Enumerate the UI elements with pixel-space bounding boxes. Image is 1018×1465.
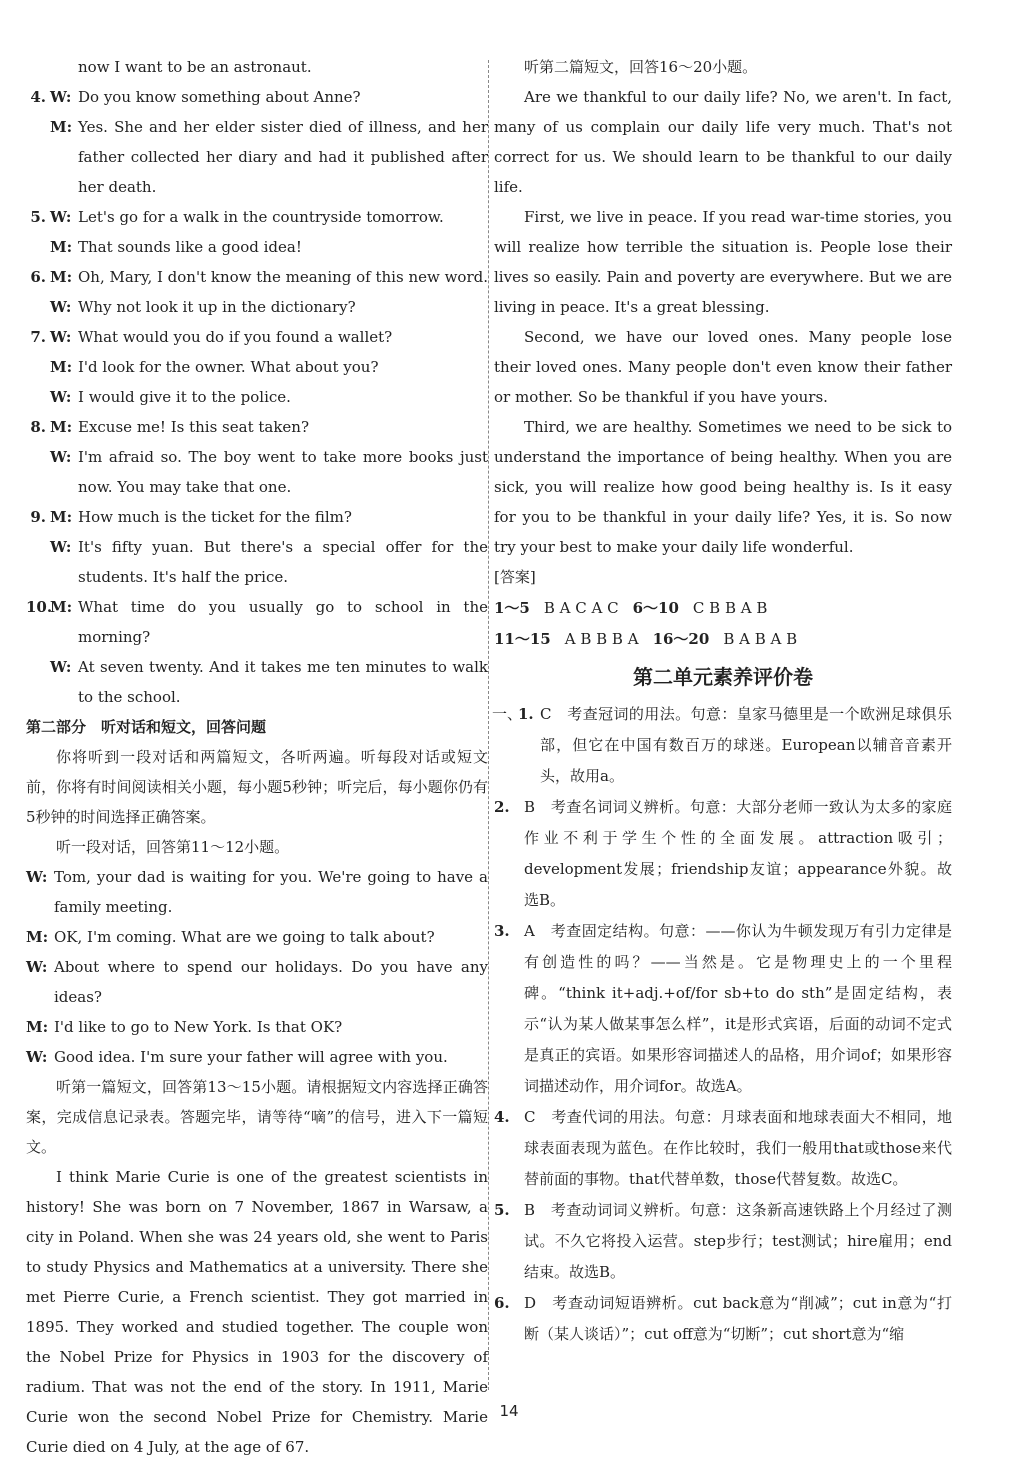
answer-range: 6～10 bbox=[632, 599, 679, 617]
conversation-text: About where to spend our holidays. Do you have any ideas? bbox=[54, 958, 488, 1006]
speaker-label: W: bbox=[26, 1048, 48, 1066]
dialogue-number: 8. bbox=[30, 418, 46, 436]
question-list bbox=[494, 699, 952, 1350]
dialogue-line bbox=[26, 442, 488, 502]
dialogue-line bbox=[26, 412, 488, 442]
question-item bbox=[494, 1195, 952, 1288]
dialogue-text: What would you do if you found a wallet? bbox=[78, 328, 393, 346]
dialogue-line bbox=[26, 592, 488, 652]
question-number: 2. bbox=[494, 798, 510, 816]
question-item bbox=[494, 699, 952, 792]
dialogue-line bbox=[26, 262, 488, 292]
question-number: 6. bbox=[494, 1294, 510, 1312]
speaker-label: M: bbox=[50, 508, 73, 526]
answer-letters: B A B A B bbox=[723, 630, 798, 648]
conversation-line bbox=[26, 862, 488, 922]
question-explanation: A 考查固定结构。句意：——你认为牛顿发现万有引力定律是有创造性的吗？——当然是。它是物理史上的一个里程碑。“think it+adj.+of/for sb+to do sth”是固定结构，表示“认为某人做某事怎么样”，it是形式宾语，后面的动词不定式是真正的宾语。如果形容词描述人的品格，用介词of；如果形容词描述动作，用介词for。故选A。 bbox=[524, 922, 952, 1095]
dialogue-line bbox=[26, 292, 488, 322]
dialogue-text: I would give it to the police. bbox=[78, 388, 291, 406]
conversation-line bbox=[26, 1012, 488, 1042]
answer-letters: A B B B A bbox=[564, 630, 639, 648]
dialogue-text: That sounds like a good idea! bbox=[78, 238, 302, 256]
dialogue-text: I'm afraid so. The boy went to take more books just now. You may take that one. bbox=[78, 448, 488, 496]
speaker-label: M: bbox=[50, 118, 73, 136]
dialogue-text: Let's go for a walk in the countryside tomorrow. bbox=[78, 208, 444, 226]
answer-range: 1～5 bbox=[494, 599, 530, 617]
speaker-label: W: bbox=[50, 328, 72, 346]
dialogue-line bbox=[26, 502, 488, 532]
dialogue-line bbox=[26, 352, 488, 382]
question-item bbox=[494, 916, 952, 1102]
conversation-text: Good idea. I'm sure your father will agree with you. bbox=[54, 1048, 448, 1066]
passage2-paragraph: Are we thankful to our daily life? No, we aren't. In fact, many of us complain our daily life very much. That's not correct for us. We should learn to be thankful to our daily life. bbox=[494, 88, 952, 196]
answer-key bbox=[494, 593, 952, 655]
passage2-paragraph: Third, we are healthy. Sometimes we need to be sick to understand the importance of being healthy. When you are sick, you will realize how good being healthy is. Is it easy for you to be thankful in your daily life? Yes, it is. So now try your best to make your daily life wonderful. bbox=[494, 418, 952, 556]
dialogue-line bbox=[26, 382, 488, 412]
question-number: 3. bbox=[494, 922, 510, 940]
speaker-label: W: bbox=[50, 388, 72, 406]
dialogue-list bbox=[26, 82, 488, 712]
passage1-prompt: 听第一篇短文，回答第13～15小题。请根据短文内容选择正确答案，完成信息记录表。答题完毕，请等待“嘀”的信号，进入下一篇短文。 bbox=[26, 1078, 488, 1156]
speaker-label: M: bbox=[50, 598, 73, 616]
speaker-label: M: bbox=[26, 1018, 49, 1036]
conversation-text: Tom, your dad is waiting for you. We're going to have a family meeting. bbox=[54, 868, 488, 916]
question-item bbox=[494, 1288, 952, 1350]
dialogue-text: Do you know something about Anne? bbox=[78, 88, 361, 106]
dialogue-line bbox=[26, 322, 488, 352]
dialogue-number: 5. bbox=[30, 208, 46, 226]
part2-intro: 你将听到一段对话和两篇短文，各听两遍。听每段对话或短文前，你将有时间阅读相关小题，每小题5秒钟；听完后，每小题你仍有5秒钟的时间选择正确答案。 bbox=[26, 748, 488, 826]
passage1-text: I think Marie Curie is one of the greatest scientists in history! She was born on 7 November, 1867 in Warsaw, a city in Poland. When she was 24 years old, she went to Paris to study Physics and Mathematics at a university. There she met Pierre Curie, a French scientist. They got married in 1895. They worked and studied together. The couple won the Nobel Prize for Physics in 1903 for the discovery of radium. That was not the end of the story. In 1911, Marie Curie won the second Nobel Prize for Chemistry. Marie Curie died on 4 July, at the age of 67. bbox=[26, 1168, 488, 1456]
dialogue-number: 4. bbox=[30, 88, 46, 106]
dialogue-line bbox=[26, 112, 488, 202]
dialogue-text: Excuse me! Is this seat taken? bbox=[78, 418, 310, 436]
answer-letters: C B B A B bbox=[692, 599, 768, 617]
left-column bbox=[26, 52, 488, 1462]
speaker-label: W: bbox=[26, 958, 48, 976]
conversation bbox=[26, 862, 488, 1072]
speaker-label: W: bbox=[50, 538, 72, 556]
speaker-label: W: bbox=[26, 868, 48, 886]
question-explanation: D 考查动词短语辨析。cut back意为“削减”；cut in意为“打断（某人谈话）”；cut off意为“切断”；cut short意为“缩 bbox=[524, 1294, 952, 1343]
dialogue-text: It's fifty yuan. But there's a special offer for the students. It's half the price. bbox=[78, 538, 488, 586]
question-item bbox=[494, 792, 952, 916]
question-explanation: B 考查动词词义辨析。句意：这条新高速铁路上个月经过了测试。不久它将投入运营。step步行；test测试；hire雇用；end结束。故选B。 bbox=[524, 1201, 952, 1281]
dialogue-line bbox=[26, 532, 488, 592]
conversation-line bbox=[26, 952, 488, 1012]
dialogue-text: Oh, Mary, I don't know the meaning of this new word. bbox=[78, 268, 489, 286]
dialogue-text: How much is the ticket for the film? bbox=[78, 508, 352, 526]
dialogue-number: 10. bbox=[26, 598, 53, 616]
speaker-label: M: bbox=[50, 358, 73, 376]
speaker-label: W: bbox=[50, 298, 72, 316]
passage2-paragraph: Second, we have our loved ones. Many people lose their loved ones. Many people don't even know their father or mother. So be thankful if you have yours. bbox=[494, 328, 952, 406]
dialogue-number: 9. bbox=[30, 508, 46, 526]
dialogue-number: 6. bbox=[30, 268, 46, 286]
speaker-label: W: bbox=[50, 448, 72, 466]
speaker-label: W: bbox=[50, 88, 72, 106]
right-column bbox=[494, 52, 952, 1350]
question-number: 1. bbox=[518, 705, 534, 723]
conversation-text: OK, I'm coming. What are we going to talk about? bbox=[54, 928, 435, 946]
speaker-label: M: bbox=[50, 268, 73, 286]
dialogue-line bbox=[26, 652, 488, 712]
dialogue-number: 7. bbox=[30, 328, 46, 346]
question-item bbox=[494, 1102, 952, 1195]
dialogue-text: now I want to be an astronaut. bbox=[78, 58, 312, 76]
column-divider bbox=[488, 60, 489, 1390]
dialogue-line bbox=[26, 232, 488, 262]
conversation-line bbox=[26, 922, 488, 952]
speaker-label: M: bbox=[50, 238, 73, 256]
dialogue-text: Why not look it up in the dictionary? bbox=[78, 298, 356, 316]
question-explanation: C 考查代词的用法。句意：月球表面和地球表面大不相同，地球表面表现为蓝色。在作比较时，我们一般用that或those来代替前面的事物。that代替单数，those代替复数。故选C。 bbox=[524, 1108, 952, 1188]
answer-label: [答案] bbox=[494, 568, 536, 586]
page-number: 14 bbox=[499, 1402, 519, 1420]
answer-letters: B A C A C bbox=[543, 599, 619, 617]
dialogue-text: At seven twenty. And it takes me ten minutes to walk to the school. bbox=[78, 658, 488, 706]
dialogue-text: What time do you usually go to school in the morning? bbox=[78, 598, 488, 646]
dialogue-text: Yes. She and her elder sister died of illness, and her father collected her diary and had it published after her death. bbox=[78, 118, 488, 196]
conversation-text: I'd like to go to New York. Is that OK? bbox=[54, 1018, 343, 1036]
speaker-label: W: bbox=[50, 658, 72, 676]
speaker-label: M: bbox=[50, 418, 73, 436]
dialogue-line bbox=[26, 82, 488, 112]
part2-heading: 第二部分 听对话和短文，回答问题 bbox=[26, 718, 267, 736]
dialogue-3-continuation bbox=[26, 52, 488, 82]
dialogue-prompt: 听一段对话，回答第11～12小题。 bbox=[56, 838, 290, 856]
dialogue-text: I'd look for the owner. What about you? bbox=[78, 358, 379, 376]
answer-row bbox=[494, 593, 952, 624]
answer-range: 16～20 bbox=[652, 630, 710, 648]
unit-title: 第二单元素养评价卷 bbox=[633, 665, 813, 689]
passage2-text bbox=[494, 82, 952, 562]
dialogue-line bbox=[26, 202, 488, 232]
passage2-paragraph: First, we live in peace. If you read war-time stories, you will realize how terrible the situation is. People lose their lives so easily. Pain and poverty are everywhere. But we are living in peace. It's a great blessing. bbox=[494, 208, 952, 316]
section-prefix: 一、 bbox=[492, 705, 523, 723]
question-number: 4. bbox=[494, 1108, 510, 1126]
speaker-label: M: bbox=[26, 928, 49, 946]
answer-range: 11～15 bbox=[494, 630, 551, 648]
question-explanation: C 考查冠词的用法。句意：皇家马德里是一个欧洲足球俱乐部，但它在中国有数百万的球迷。European以辅音音素开头，故用a。 bbox=[540, 705, 952, 785]
question-number: 5. bbox=[494, 1201, 510, 1219]
speaker-label: W: bbox=[50, 208, 72, 226]
conversation-line bbox=[26, 1042, 488, 1072]
answer-row bbox=[494, 624, 952, 655]
passage2-prompt: 听第二篇短文，回答16～20小题。 bbox=[524, 58, 758, 76]
question-explanation: B 考查名词词义辨析。句意：大部分老师一致认为太多的家庭作业不利于学生个性的全面发展。attraction吸引；development发展；friendship友谊；appearance外貌。故选B。 bbox=[524, 798, 952, 909]
